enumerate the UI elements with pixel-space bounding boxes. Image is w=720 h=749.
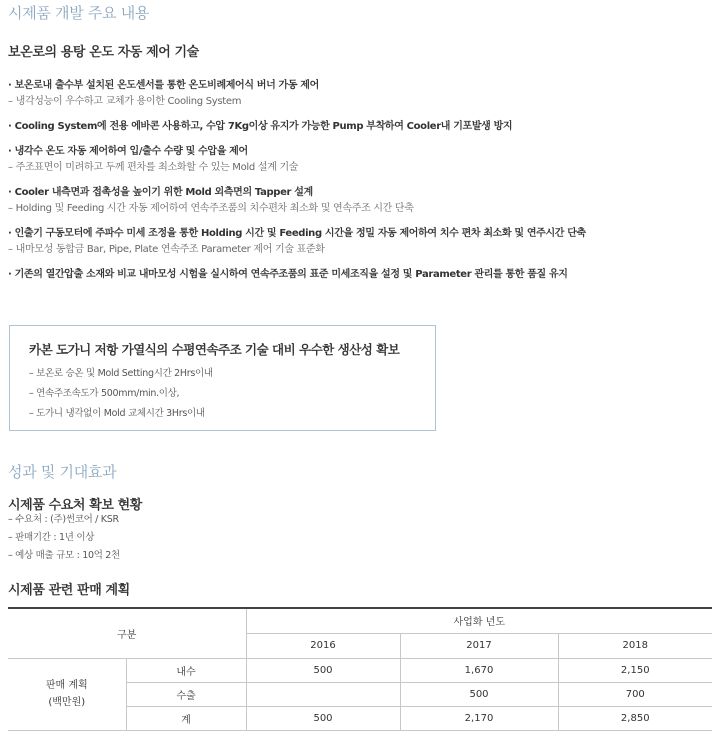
item-heading: · 보온로내 출수부 설치된 온도센서를 통한 온도비례제어식 버너 가동 제어 bbox=[8, 80, 319, 91]
subtitle-sales-plan: 시제품 관련 판매 계획 bbox=[8, 583, 130, 598]
highlight-box-line: – 도가니 냉각없이 Mold 교체시간 3Hrs이내 bbox=[29, 408, 205, 419]
subtitle-demand-status: 시제품 수요처 확보 현황 bbox=[8, 498, 142, 513]
table-row bbox=[8, 658, 712, 682]
demand-period: – 판매기간 : 1년 이상 bbox=[8, 532, 95, 543]
list-item bbox=[8, 267, 714, 283]
list-item bbox=[8, 144, 714, 176]
list-item bbox=[8, 226, 714, 258]
item-heading: · 냉각수 온도 자동 제어하여 입/출수 수량 및 수압을 제어 bbox=[8, 146, 248, 157]
table-cell: 2,170 bbox=[400, 706, 558, 730]
demand-customer: – 수요처 : (주)썬코어 / KSR bbox=[8, 514, 119, 525]
table-header-group: 구분 bbox=[8, 608, 246, 658]
list-item bbox=[8, 119, 714, 135]
table-cell: 2,850 bbox=[558, 706, 712, 730]
sales-plan-table bbox=[8, 607, 712, 731]
item-heading: · Cooling System에 전용 에바콘 사용하고, 수압 7Kg이상 유지가 가능한 Pump 부착하여 Cooler내 기포발생 방지 bbox=[8, 121, 513, 132]
table-header-years-label: 사업화 년도 bbox=[246, 608, 712, 633]
productivity-highlight-box bbox=[9, 325, 436, 431]
row-label: 계 bbox=[126, 706, 246, 730]
demand-details bbox=[8, 511, 120, 565]
row-group-label-text: 판매 계획 (백만원) bbox=[45, 680, 88, 708]
table-header-year: 2017 bbox=[400, 633, 558, 658]
item-description: – 내마모성 동합금 Bar, Pipe, Plate 연속주조 Parameter 제어 기술 표준화 bbox=[8, 244, 325, 255]
table-header-year: 2018 bbox=[558, 633, 712, 658]
subtitle-temperature-control: 보온로의 용탕 온도 자동 제어 기술 bbox=[8, 45, 199, 60]
table-cell: 500 bbox=[246, 658, 400, 682]
item-heading: · 인출기 구동모터에 주파수 미세 조정을 통한 Holding 시간 및 Feeding 시간을 정밀 자동 제어하여 치수 편차 최소화 및 연주시간 단축 bbox=[8, 228, 586, 239]
section-development-title: 시제품 개발 주요 내용 bbox=[8, 4, 150, 22]
table-cell: 1,670 bbox=[400, 658, 558, 682]
highlight-box-line: – 연속주조속도가 500mm/min.이상, bbox=[29, 388, 180, 399]
demand-expected-sales: – 예상 매출 규모 : 10억 2천 bbox=[8, 550, 120, 561]
item-description: – 냉각성능이 우수하고 교체가 용이한 Cooling System bbox=[8, 96, 242, 107]
table-cell: 500 bbox=[400, 682, 558, 706]
table-cell bbox=[246, 682, 400, 706]
item-heading: · 기존의 열간압출 소재와 비교 내마모성 시험을 실시하여 연속주조품의 표준 미세조직을 설정 및 Parameter 관리를 통한 품질 유지 bbox=[8, 269, 568, 280]
item-description: – Holding 및 Feeding 시간 자동 제어하여 연속주조품의 치수편차 최소화 및 연속주조 시간 단축 bbox=[8, 203, 414, 214]
highlight-box-title: 카본 도가니 저항 가열식의 수평연속주조 기술 대비 우수한 생산성 확보 bbox=[29, 342, 400, 357]
section-results-title: 성과 및 기대효과 bbox=[8, 463, 117, 481]
list-item bbox=[8, 185, 714, 217]
development-item-list bbox=[8, 78, 714, 292]
item-description: – 주조표면이 미려하고 두께 편차를 최소화할 수 있는 Mold 설계 기술 bbox=[8, 162, 299, 173]
table-cell: 700 bbox=[558, 682, 712, 706]
highlight-box-line: – 보온로 승온 및 Mold Setting시간 2Hrs이내 bbox=[29, 368, 213, 379]
item-heading: · Cooler 내측면과 접촉성을 높이기 위한 Mold 외측면의 Tapper 설계 bbox=[8, 187, 313, 198]
table-header-year: 2016 bbox=[246, 633, 400, 658]
row-label: 수출 bbox=[126, 682, 246, 706]
table-cell: 2,150 bbox=[558, 658, 712, 682]
table-cell: 500 bbox=[246, 706, 400, 730]
list-item bbox=[8, 78, 714, 110]
row-label: 내수 bbox=[126, 658, 246, 682]
row-group-label bbox=[8, 658, 126, 730]
